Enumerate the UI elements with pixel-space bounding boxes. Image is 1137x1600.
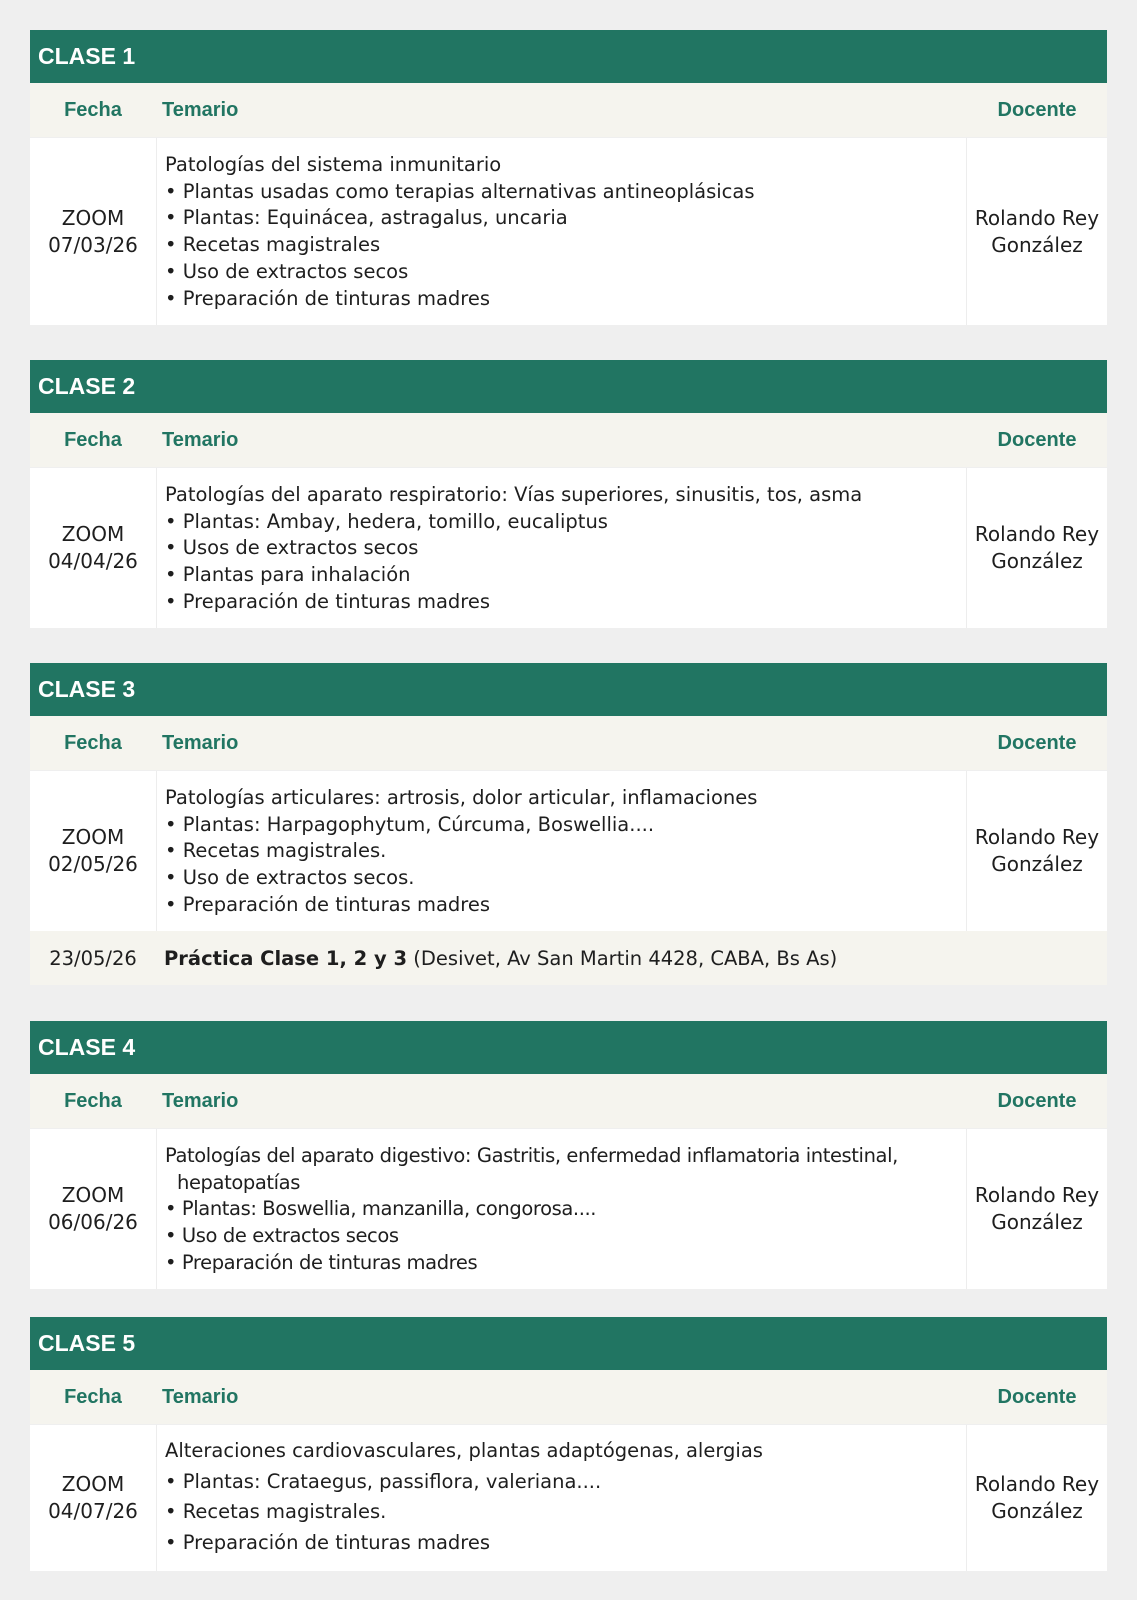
- table-row: [30, 770, 1107, 931]
- header-temario: Temario: [162, 428, 239, 451]
- practica-row: [30, 931, 1107, 985]
- table-row: [30, 1128, 1107, 1289]
- table-header: [30, 83, 1107, 137]
- modo-text: ZOOM: [61, 522, 125, 546]
- header-temario: Temario: [162, 1089, 239, 1112]
- header-temario: Temario: [162, 731, 239, 754]
- fecha-text: 04/04/26: [48, 549, 138, 573]
- temario-cell: [157, 771, 966, 931]
- docente-cell: [966, 138, 1107, 325]
- temario-line: • Plantas para inhalación: [165, 563, 411, 587]
- modo-text: ZOOM: [61, 1472, 125, 1496]
- header-fecha: Fecha: [64, 428, 122, 451]
- header-temario: Temario: [162, 98, 239, 121]
- docente-surname: González: [991, 549, 1083, 573]
- header-docente: Docente: [997, 1385, 1077, 1408]
- docente-name: Rolando Rey: [974, 1472, 1100, 1496]
- practica-title: Práctica Clase 1, 2 y 3: [164, 946, 408, 970]
- fecha-text: 04/07/26: [48, 1499, 138, 1523]
- temario-line: • Preparación de tinturas madres: [165, 1530, 491, 1554]
- docente-name: Rolando Rey: [974, 522, 1100, 546]
- practica-fecha: 23/05/26: [49, 946, 137, 970]
- practica-text: [156, 947, 1107, 970]
- docente-surname: González: [991, 1499, 1083, 1523]
- fecha-cell: [30, 1129, 157, 1289]
- docente-cell: [966, 468, 1107, 628]
- temario-line: • Uso de extractos secos.: [165, 866, 415, 890]
- temario-line: • Recetas magistrales.: [165, 1500, 387, 1523]
- temario-cell: [157, 1425, 966, 1571]
- temario-line: • Recetas magistrales: [165, 233, 381, 257]
- table-header: [30, 413, 1107, 467]
- docente-cell: [966, 1425, 1107, 1571]
- fecha-text: 06/06/26: [48, 1210, 138, 1234]
- temario-line: hepatopatías: [177, 1170, 300, 1194]
- practica-detail: (Desivet, Av San Martin 4428, CABA, Bs As): [407, 946, 838, 970]
- temario-line: • Plantas: Ambay, hedera, tomillo, eucaliptus: [165, 509, 608, 533]
- clase-title: CLASE 1: [30, 30, 1107, 83]
- temario-cell: [157, 468, 966, 628]
- clase-1-block: [30, 30, 1107, 325]
- temario-line: • Plantas usadas como terapias alternativas antineoplásicas: [165, 179, 755, 203]
- header-fecha: Fecha: [64, 1089, 122, 1112]
- fecha-cell: [30, 468, 157, 628]
- clase-4-block: [30, 1021, 1107, 1289]
- temario-line: Patologías del aparato respiratorio: Vías superiores, sinusitis, tos, asma: [165, 483, 863, 506]
- docente-surname: González: [991, 852, 1083, 876]
- table-header: [30, 1074, 1107, 1128]
- temario-line: Alteraciones cardiovasculares, plantas adaptógenas, alergias: [165, 1439, 763, 1462]
- modo-text: ZOOM: [61, 205, 125, 230]
- header-fecha: Fecha: [64, 1385, 122, 1408]
- fecha-cell: [30, 138, 157, 325]
- fecha-text: 02/05/26: [48, 852, 138, 876]
- temario-line: • Uso de extractos secos: [165, 259, 409, 283]
- temario-line: • Uso de extractos secos: [165, 1224, 399, 1248]
- temario-line: • Preparación de tinturas madres: [165, 1250, 478, 1274]
- temario-line: • Preparación de tinturas madres: [165, 286, 491, 310]
- docente-cell: [966, 771, 1107, 931]
- clase-title: CLASE 3: [30, 663, 1107, 716]
- temario-line: • Preparación de tinturas madres: [165, 892, 491, 916]
- temario-cell: [157, 1129, 966, 1289]
- temario-line: • Recetas magistrales.: [165, 839, 387, 863]
- docente-surname: González: [991, 232, 1083, 257]
- header-docente: Docente: [997, 98, 1077, 121]
- clase-title: CLASE 2: [30, 360, 1107, 413]
- temario-line: Patologías del sistema inmunitario: [165, 153, 502, 176]
- table-row: [30, 1424, 1107, 1571]
- fecha-cell: [30, 1425, 157, 1571]
- clase-5-block: [30, 1317, 1107, 1571]
- modo-text: ZOOM: [61, 825, 125, 849]
- header-fecha: Fecha: [64, 731, 122, 754]
- docente-name: Rolando Rey: [974, 205, 1100, 230]
- modo-text: ZOOM: [61, 1183, 125, 1207]
- header-docente: Docente: [997, 731, 1077, 754]
- table-header: [30, 716, 1107, 770]
- temario-line: • Plantas: Harpagophytum, Cúrcuma, Boswellia....: [165, 812, 655, 836]
- temario-line: • Usos de extractos secos: [165, 536, 419, 560]
- clase-2-block: [30, 360, 1107, 628]
- temario-line: Patologías del aparato digestivo: Gastritis, enfermedad inflamatoria intestinal,: [165, 1144, 898, 1167]
- clase-title: CLASE 5: [30, 1317, 1107, 1370]
- header-docente: Docente: [997, 1089, 1077, 1112]
- docente-name: Rolando Rey: [974, 825, 1100, 849]
- fecha-cell: [30, 771, 157, 931]
- temario-line: • Plantas: Boswellia, manzanilla, congorosa....: [165, 1197, 597, 1221]
- temario-cell: [157, 138, 966, 325]
- temario-line: Patologías articulares: artrosis, dolor articular, inflamaciones: [165, 786, 758, 809]
- temario-line: • Plantas: Equinácea, astragalus, uncaria: [165, 206, 568, 230]
- header-temario: Temario: [162, 1385, 239, 1408]
- temario-line: • Plantas: Crataegus, passiflora, valeriana....: [165, 1469, 602, 1493]
- clase-title: CLASE 4: [30, 1021, 1107, 1074]
- docente-cell: [966, 1129, 1107, 1289]
- docente-name: Rolando Rey: [974, 1183, 1100, 1207]
- temario-line: • Preparación de tinturas madres: [165, 589, 491, 613]
- fecha-text: 07/03/26: [48, 232, 138, 257]
- table-row: [30, 137, 1107, 325]
- docente-surname: González: [991, 1210, 1083, 1234]
- table-header: [30, 1370, 1107, 1424]
- header-docente: Docente: [997, 428, 1077, 451]
- table-row: [30, 467, 1107, 628]
- clase-3-block: [30, 663, 1107, 985]
- header-fecha: Fecha: [64, 98, 122, 121]
